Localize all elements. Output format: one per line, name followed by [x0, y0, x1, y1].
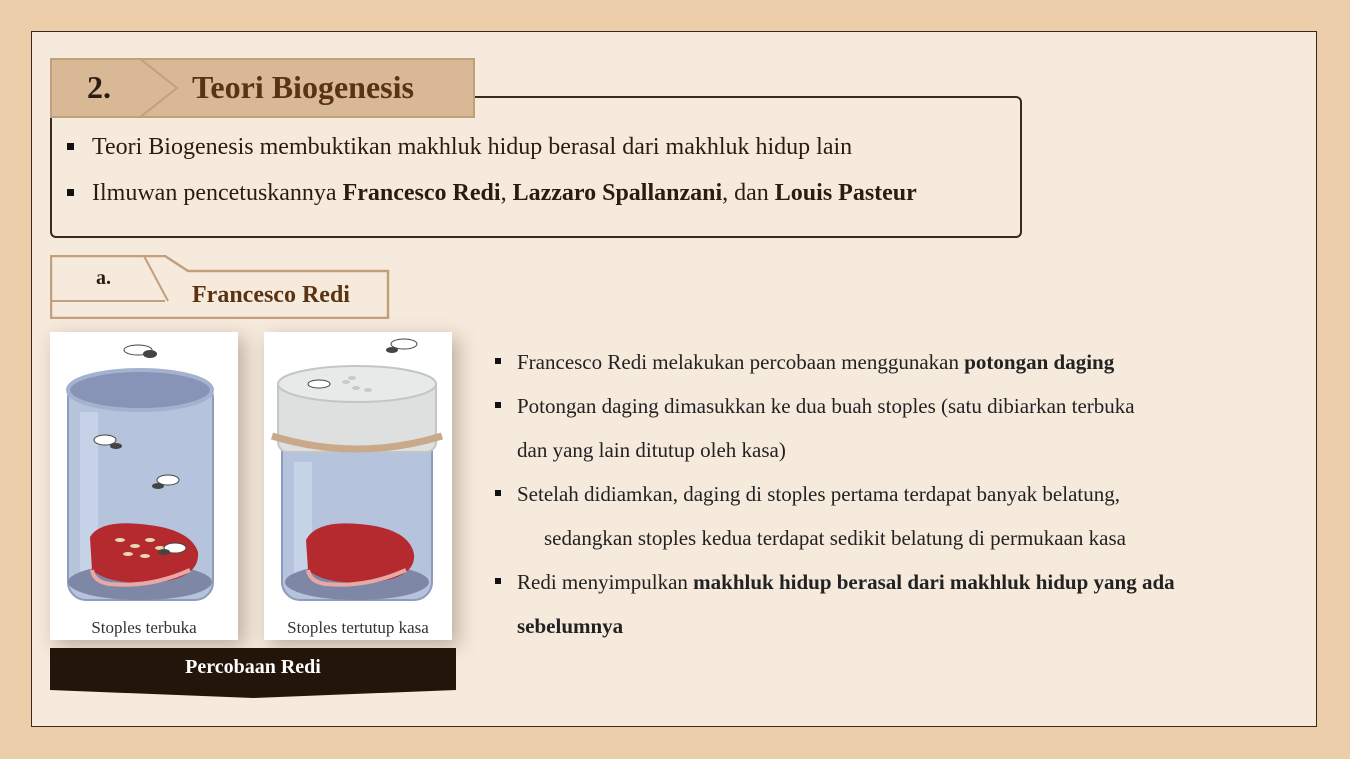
bullet-square-icon — [67, 189, 74, 196]
jar-open-image — [50, 332, 238, 640]
intro-item-1: Teori Biogenesis membuktikan makhluk hidup berasal dari makhluk hidup lain — [67, 134, 917, 161]
redi-points — [493, 340, 1268, 648]
section-header — [50, 58, 475, 118]
open-jar-icon — [50, 332, 238, 617]
subsection-header — [50, 255, 390, 319]
bullet-square-icon — [495, 578, 501, 584]
subsection-label: a. — [96, 267, 111, 289]
section-number: 2. — [87, 69, 111, 105]
fly-icon — [124, 345, 157, 358]
bullet-square-icon — [495, 402, 501, 408]
point-3: Setelah didiamkan, daging di stoples pertama terdapat banyak belatung, sedangkan stoples kedua terdapat sedikit belatung di permukaan kasa — [493, 472, 1268, 560]
jar-covered-image — [264, 332, 452, 640]
fly-icon — [386, 339, 417, 353]
section-title: Teori Biogenesis — [192, 69, 414, 105]
experiment-caption: Percobaan Redi — [185, 656, 321, 678]
intro-list — [67, 134, 917, 226]
experiment-caption-bar — [50, 648, 456, 700]
point-1: Francesco Redi melakukan percobaan menggunakan potongan daging — [493, 340, 1268, 384]
scientist-pasteur: Louis Pasteur — [774, 180, 917, 206]
point-2: Potongan daging dimasukkan ke dua buah stoples (satu dibiarkan terbuka dan yang lain ditutup oleh kasa) — [493, 384, 1268, 472]
chevron-right-icon — [137, 58, 181, 118]
intro-item-2: Ilmuwan pencetuskannya Francesco Redi, Lazzaro Spallanzani, dan Louis Pasteur — [67, 180, 917, 207]
jar-open-caption: Stoples terbuka — [91, 618, 197, 637]
bullet-square-icon — [495, 358, 501, 364]
point-4: Redi menyimpulkan makhluk hidup berasal dari makhluk hidup yang ada sebelumnya — [493, 560, 1268, 648]
scientist-redi: Francesco Redi — [342, 180, 501, 206]
bullet-square-icon — [495, 490, 501, 496]
scientist-spallanzani: Lazzaro Spallanzani — [512, 180, 723, 206]
bullet-square-icon — [67, 143, 74, 150]
jar-covered-caption: Stoples tertutup kasa — [287, 618, 429, 637]
subsection-title: Francesco Redi — [192, 282, 350, 308]
covered-jar-icon — [264, 332, 452, 617]
